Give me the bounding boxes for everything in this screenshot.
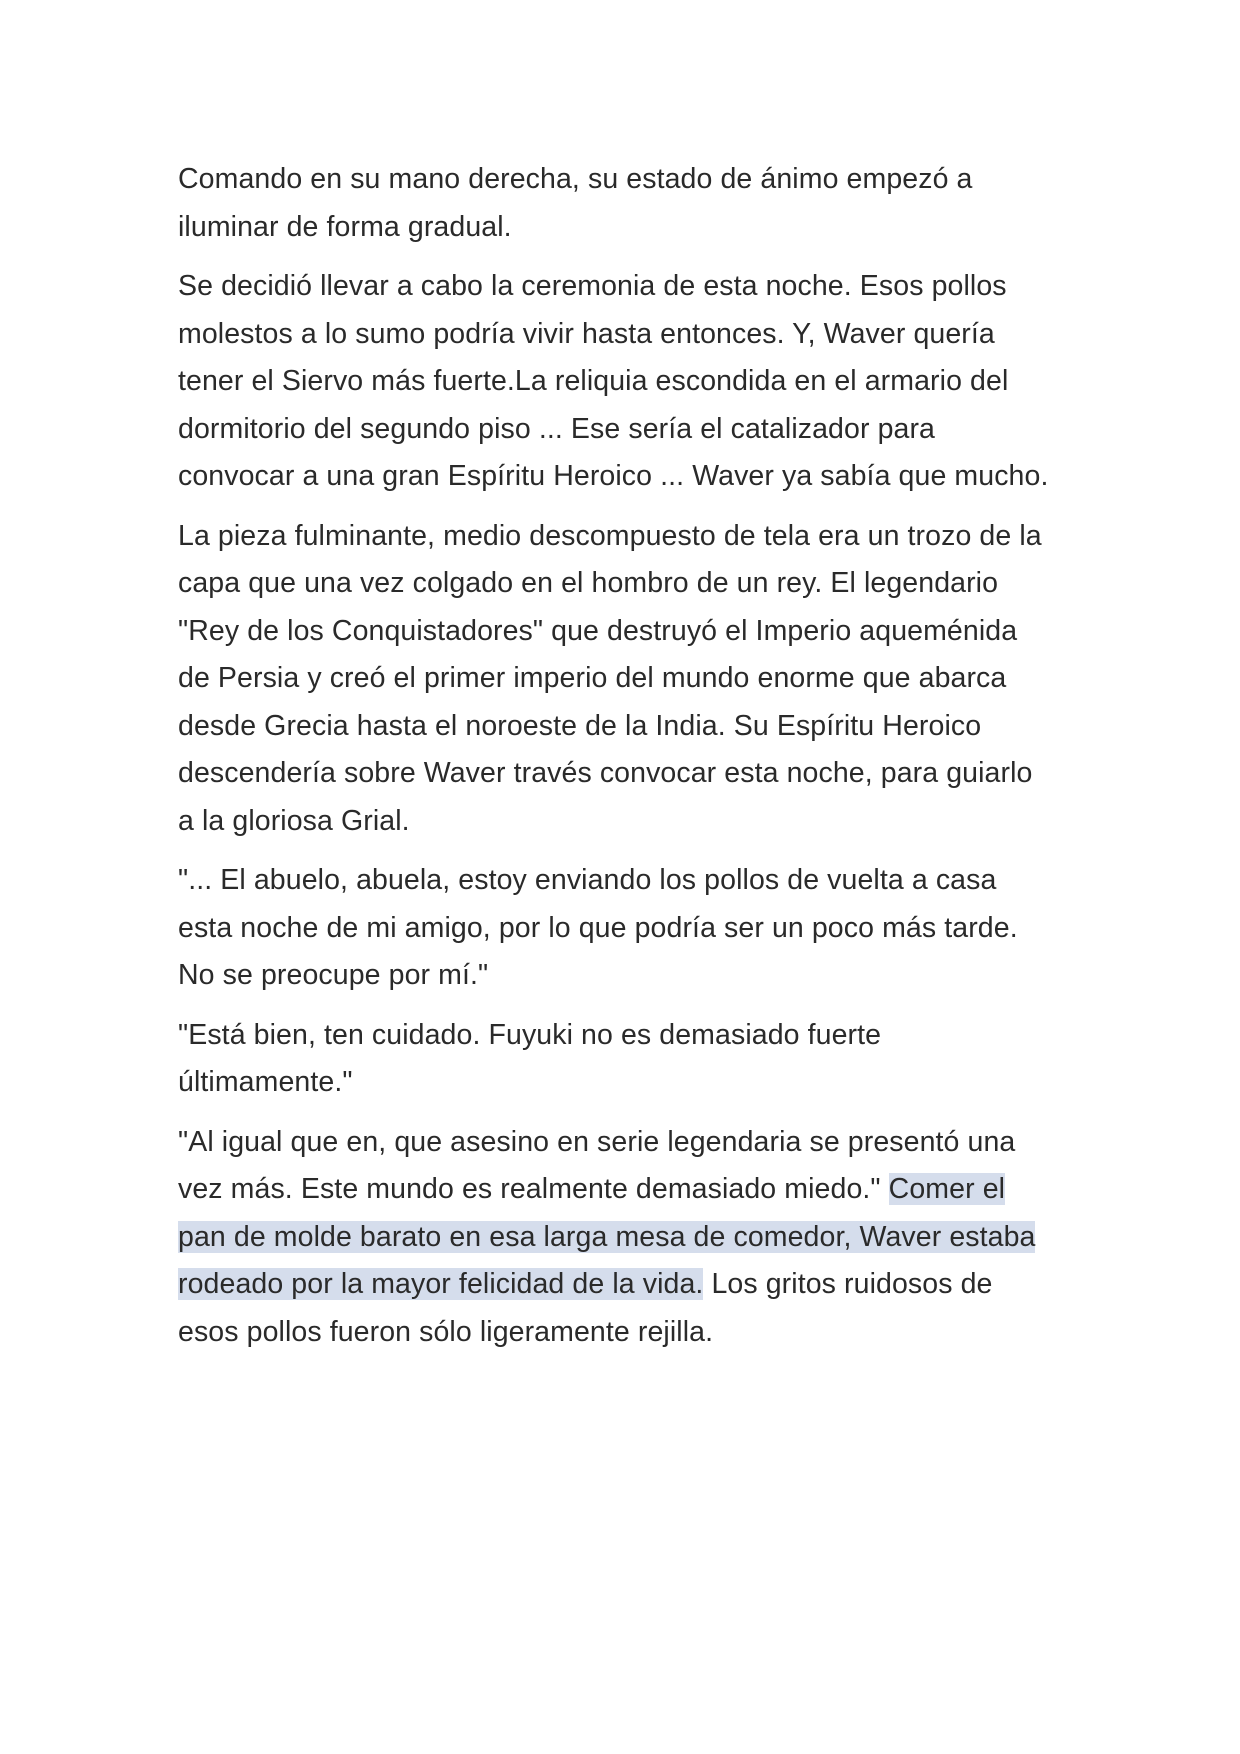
text-line [178, 1166, 1080, 1214]
text-line: La pieza fulminante, medio descompuesto de tela era un trozo de la [178, 519, 1042, 552]
text-line: desde Grecia hasta el noroeste de la India. Su Espíritu Heroico [178, 709, 982, 742]
paragraph-3 [178, 513, 1080, 846]
text-line: "Rey de los Conquistadores" que destruyó el Imperio aqueménida [178, 614, 1018, 647]
paragraph-6 [178, 1119, 1080, 1357]
text-span: vez más. Este mundo es realmente demasiado miedo." [178, 1173, 889, 1205]
text-line: molestos a lo sumo podría vivir hasta entonces. Y, Waver quería [178, 317, 995, 350]
text-line: "Al igual que en, que asesino en serie legendaria se presentó una [178, 1125, 1016, 1158]
text-line [178, 1261, 1080, 1309]
document-body [178, 156, 1080, 1368]
text-line: Comando en su mano derecha, su estado de ánimo empezó a [178, 163, 973, 195]
highlighted-text-selection[interactable]: Comer el [888, 1173, 1006, 1205]
paragraph-2 [178, 263, 1080, 501]
paragraph-4 [178, 857, 1080, 1000]
text-line: "Está bien, ten cuidado. Fuyuki no es demasiado fuerte [178, 1018, 882, 1051]
paragraph-5 [178, 1012, 1080, 1107]
text-line: No se preocupe por mí." [178, 959, 489, 991]
text-span: Los gritos ruidosos de [703, 1268, 993, 1300]
text-line: a la gloriosa Grial. [178, 804, 410, 837]
text-line: dormitorio del segundo piso ... Ese sería el catalizador para [178, 412, 936, 445]
text-line: últimamente." [178, 1066, 353, 1098]
highlighted-text-selection[interactable]: rodeado por la mayor felicidad de la vida. [178, 1268, 704, 1300]
text-line: esos pollos fueron sólo ligeramente rejilla. [178, 1315, 714, 1348]
text-line: tener el Siervo más fuerte.La reliquia escondida en el armario del [178, 365, 1009, 397]
text-line: de Persia y creó el primer imperio del mundo enorme que abarca [178, 662, 1007, 694]
text-line: "... El abuelo, abuela, estoy enviando los pollos de vuelta a casa [178, 864, 997, 896]
text-line: descendería sobre Waver través convocar esta noche, para guiarlo [178, 757, 1033, 789]
highlighted-text-selection[interactable]: pan de molde barato en esa larga mesa de comedor, Waver estaba [178, 1220, 1036, 1253]
paragraph-1 [178, 156, 1080, 251]
text-line: iluminar de forma gradual. [178, 210, 512, 243]
text-line: convocar a una gran Espíritu Heroico ... Waver ya sabía que mucho. [178, 460, 1049, 492]
text-line [178, 1214, 1080, 1262]
text-line: capa que una vez colgado en el hombro de un rey. El legendario [178, 567, 999, 599]
text-line: Se decidió llevar a cabo la ceremonia de esta noche. Esos pollos [178, 270, 1007, 302]
text-line: esta noche de mi amigo, por lo que podría ser un poco más tarde. [178, 911, 1018, 944]
